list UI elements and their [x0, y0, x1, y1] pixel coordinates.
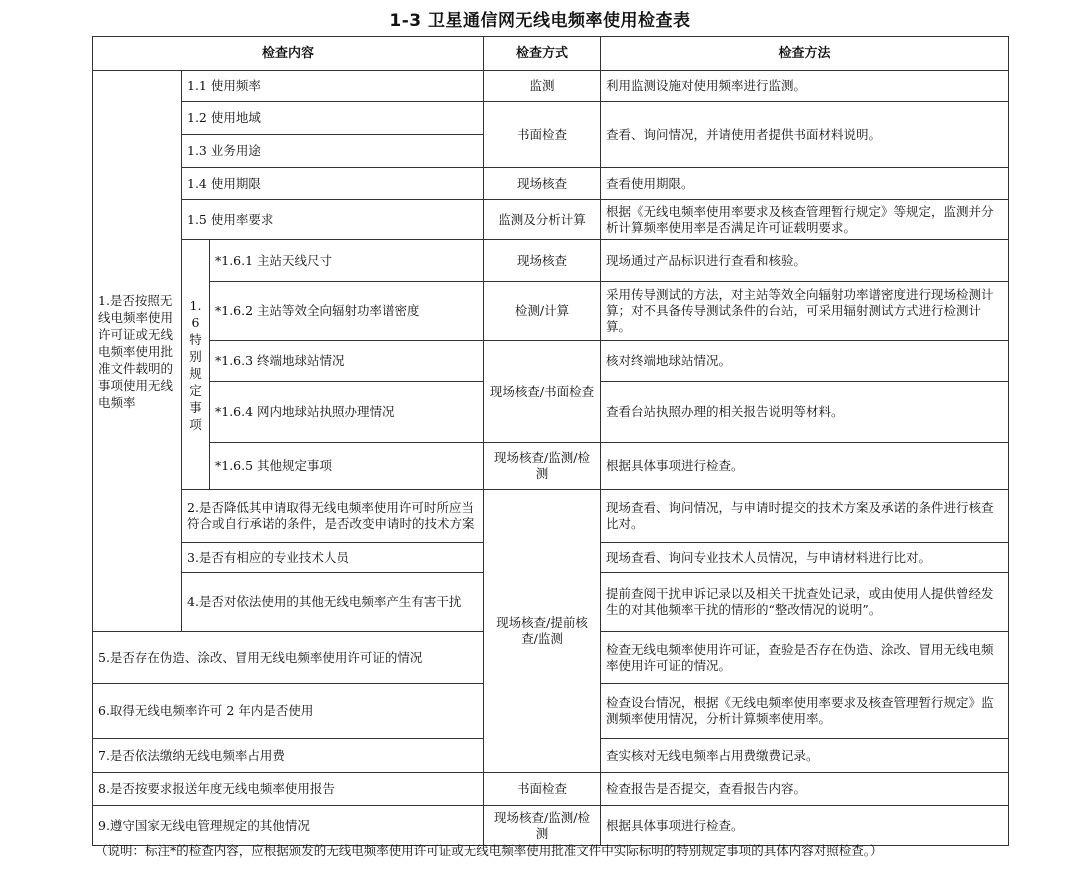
mode-1-5: 监测及分析计算	[484, 200, 601, 240]
item-1-6-2: *1.6.2 主站等效全向辐射功率谱密度	[210, 282, 484, 341]
item-6: 6.取得无线电频率许可 2 年内是否使用	[93, 684, 484, 739]
mode-1-2: 书面检查	[484, 102, 601, 168]
item-8: 8.是否按要求报送年度无线电频率使用报告	[93, 773, 484, 806]
mode-2-to-7: 现场核查/提前核查/监测	[484, 490, 601, 773]
item-1-1: 1.1 使用频率	[182, 71, 484, 102]
item-4: 4.是否对依法使用的其他无线电频率产生有害干扰	[182, 573, 484, 632]
item-1-3: 1.3 业务用途	[182, 135, 484, 168]
special-items-label: 1.6 特别规定事项	[182, 240, 210, 490]
table-row	[93, 200, 1009, 240]
table-row	[93, 102, 1009, 135]
item-1-6-4: *1.6.4 网内地球站执照办理情况	[210, 382, 484, 443]
header-content: 检查内容	[93, 37, 484, 71]
inspection-table	[92, 36, 1009, 846]
header-row	[93, 37, 1009, 71]
mode-1-6-3: 现场核查/书面检查	[484, 341, 601, 443]
item-2: 2.是否降低其申请取得无线电频率使用许可时所应当符合或自行承诺的条件，是否改变申请时的技术方案	[182, 490, 484, 543]
method-1-6-1: 现场通过产品标识进行查看和核验。	[601, 240, 1009, 282]
mode-1-4: 现场核查	[484, 168, 601, 200]
method-1-4: 查看使用期限。	[601, 168, 1009, 200]
table-row	[93, 773, 1009, 806]
item-1-6-1: *1.6.1 主站天线尺寸	[210, 240, 484, 282]
header-mode: 检查方式	[484, 37, 601, 71]
table-row	[93, 168, 1009, 200]
header-method: 检查方法	[601, 37, 1009, 71]
mode-8: 书面检查	[484, 773, 601, 806]
footnote: （说明：标注*的检查内容，应根据颁发的无线电频率使用许可证或无线电频率使用批准文件中实际标明的特别规定事项的具体内容对照检查。）	[95, 843, 883, 858]
method-3: 现场查看、询问专业技术人员情况，与申请材料进行比对。	[601, 543, 1009, 573]
method-7: 查实核对无线电频率占用费缴费记录。	[601, 739, 1009, 773]
table-row	[93, 240, 1009, 282]
method-1-6-5: 根据具体事项进行检查。	[601, 443, 1009, 490]
item-1-4: 1.4 使用期限	[182, 168, 484, 200]
method-5: 检查无线电频率使用许可证，查验是否存在伪造、涂改、冒用无线电频率使用许可证的情况。	[601, 632, 1009, 684]
item-1-6-5: *1.6.5 其他规定事项	[210, 443, 484, 490]
method-1-5: 根据《无线电频率使用率要求及核查管理暂行规定》等规定，监测并分析计算频率使用率是否满足许可证载明要求。	[601, 200, 1009, 240]
method-1-2: 查看、询问情况，并请使用者提供书面材料说明。	[601, 102, 1009, 168]
table-row	[93, 341, 1009, 382]
method-1-6-3: 核对终端地球站情况。	[601, 341, 1009, 382]
method-6: 检查设台情况，根据《无线电频率使用率要求及核查管理暂行规定》监测频率使用情况，分析计算频率使用率。	[601, 684, 1009, 739]
item-7: 7.是否依法缴纳无线电频率占用费	[93, 739, 484, 773]
mode-1-6-2: 检测/计算	[484, 282, 601, 341]
mode-1-6-5: 现场核查/监测/检测	[484, 443, 601, 490]
table-row	[93, 806, 1009, 846]
method-1-6-4: 查看台站执照办理的相关报告说明等材料。	[601, 382, 1009, 443]
mode-1-1: 监测	[484, 71, 601, 102]
method-8: 检查报告是否提交，查看报告内容。	[601, 773, 1009, 806]
item-1-5: 1.5 使用率要求	[182, 200, 484, 240]
item-1-2: 1.2 使用地域	[182, 102, 484, 135]
item-9: 9.遵守国家无线电管理规定的其他情况	[93, 806, 484, 846]
table-row	[93, 71, 1009, 102]
table-row	[93, 443, 1009, 490]
mode-1-6-1: 现场核查	[484, 240, 601, 282]
method-9: 根据具体事项进行检查。	[601, 806, 1009, 846]
table-row	[93, 282, 1009, 341]
mode-9: 现场核查/监测/检测	[484, 806, 601, 846]
method-1-1: 利用监测设施对使用频率进行监测。	[601, 71, 1009, 102]
item-1-6-3: *1.6.3 终端地球站情况	[210, 341, 484, 382]
table-row	[93, 490, 1009, 543]
section1-label: 1.是否按照无线电频率使用许可证或无线电频率使用批准文件载明的事项使用无线电频率	[93, 71, 182, 632]
method-1-6-2: 采用传导测试的方法，对主站等效全向辐射功率谱密度进行现场检测计算；对不具备传导测试条件的台站，可采用辐射测试方式进行检测计算。	[601, 282, 1009, 341]
table-title: 1-3 卫星通信网无线电频率使用检查表	[389, 11, 691, 31]
method-4: 提前查阅干扰申诉记录以及相关干扰查处记录，或由使用人提供曾经发生的对其他频率干扰的情形的“整改情况的说明”。	[601, 573, 1009, 632]
item-5: 5.是否存在伪造、涂改、冒用无线电频率使用许可证的情况	[93, 632, 484, 684]
method-2: 现场查看、询问情况，与申请时提交的技术方案及承诺的条件进行核查比对。	[601, 490, 1009, 543]
item-3: 3.是否有相应的专业技术人员	[182, 543, 484, 573]
